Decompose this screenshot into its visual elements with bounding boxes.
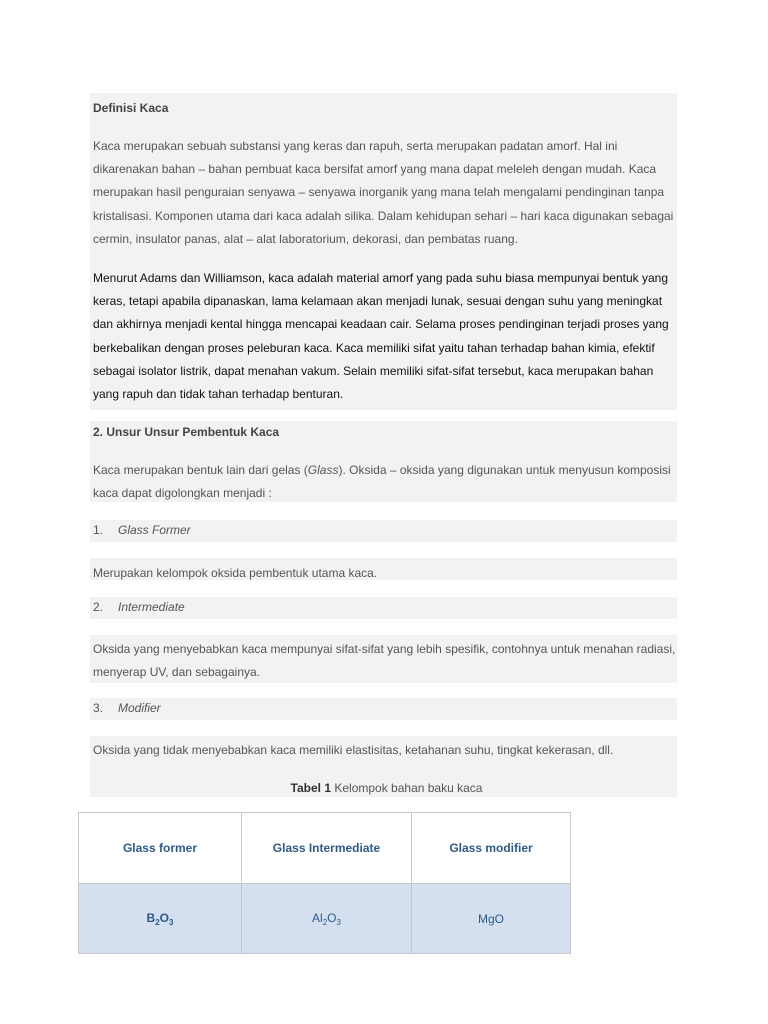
intro-text-start: Kaca merupakan bentuk lain dari gelas ( bbox=[93, 463, 308, 477]
list-item-label: Glass Former bbox=[118, 523, 191, 538]
modifier-block bbox=[90, 736, 677, 797]
list-item-label: Intermediate bbox=[118, 600, 185, 615]
intro-text-end: ). Oksida – oksida yang digunakan untuk menyusun komposisi kaca dapat digolongkan menjadi : bbox=[93, 463, 671, 501]
cell-mgo: MgO bbox=[412, 884, 571, 954]
al2o3-sub-3: 3 bbox=[336, 917, 341, 927]
al2o3-o: O bbox=[327, 910, 337, 925]
list-item-number: 1. bbox=[93, 523, 104, 538]
header-glass-intermediate: Glass Intermediate bbox=[242, 813, 412, 884]
intermediate-description: Oksida yang menyebabkan kaca mempunyai sifat-sifat yang lebih spesifik, contohnya untuk menahan radiasi, menyerap UV, dan sebagainya. bbox=[90, 635, 677, 683]
list-item-intermediate bbox=[90, 597, 677, 619]
header-glass-former: Glass former bbox=[79, 813, 242, 884]
table-caption bbox=[90, 777, 680, 800]
glass-materials-table bbox=[78, 812, 571, 954]
definition-section bbox=[90, 93, 677, 410]
definition-paragraph: Kaca merupakan sebuah substansi yang keras dan rapuh, serta merupakan padatan amorf. Hal ini dikarenakan bahan – bahan pembuat kaca bersifat amorf yang mana dapat meleleh dengan mudah. Kaca merupakan hasil penguraian senyawa – senyawa inorganik yang mana telah mengalami pendinginan tanpa kristalisasi. Komponen utama dari kaca adalah silika. Dalam kehidupan sehari – hari kaca digunakan sebagai cermin, insulator panas, alat – alat laboratorium, dekorasi, dan pembatas ruang. bbox=[93, 139, 674, 246]
cell-al2o3 bbox=[242, 884, 412, 954]
table-row bbox=[79, 884, 571, 954]
unsur-intro-paragraph bbox=[90, 459, 677, 505]
modifier-description: Oksida yang tidak menyebabkan kaca memiliki elastisitas, ketahanan suhu, tingkat kekerasan, dll. bbox=[93, 743, 614, 757]
glass-former-description: Merupakan kelompok oksida pembentuk utama kaca. bbox=[90, 558, 677, 580]
table-header-row bbox=[79, 813, 571, 884]
list-item-glass-former bbox=[90, 520, 677, 542]
table-caption-text: Kelompok bahan baku kaca bbox=[331, 781, 483, 795]
al2o3-sub-2: 2 bbox=[322, 917, 328, 927]
adams-williamson-paragraph: Menurut Adams dan Williamson, kaca adalah material amorf yang pada suhu biasa mempunyai bentuk yang keras, tetapi apabila dipanaskan, lama kelamaan akan menjadi lunak, sesuai dengan suhu yang meningkat dan akhirnya menjadi kental hingga mencapai keadaan cair. Selama proses pendinginan terjadi proses yang berkebalikan dengan proses peleburan kaca. Kaca memiliki sifat yaitu tahan terhadap bahan kimia, efektif sebagai isolator listrik, dapat menahan vakum. Selain memiliki sifat-sifat tersebut, kaca merupakan bahan yang rapuh dan tidak tahan terhadap benturan. bbox=[93, 271, 669, 402]
list-item-label: Modifier bbox=[118, 701, 161, 716]
intro-glass-italic: Glass bbox=[307, 463, 339, 477]
section-title-definisi: Definisi Kaca bbox=[93, 101, 169, 115]
unsur-section bbox=[90, 421, 677, 502]
al2o3-al: Al bbox=[312, 910, 323, 925]
b2o3-b: B bbox=[146, 910, 156, 925]
b2o3-o: O bbox=[159, 910, 169, 925]
b2o3-sub-3: 3 bbox=[169, 917, 174, 927]
table-caption-label: Tabel 1 bbox=[290, 781, 332, 795]
cell-b2o3 bbox=[79, 884, 242, 954]
b2o3-sub-2: 2 bbox=[155, 917, 160, 927]
section-title-unsur: 2. Unsur Unsur Pembentuk Kaca bbox=[93, 425, 280, 439]
list-item-number: 2. bbox=[93, 600, 104, 615]
list-item-modifier bbox=[90, 698, 677, 720]
header-glass-modifier: Glass modifier bbox=[412, 813, 571, 884]
list-item-number: 3. bbox=[93, 701, 104, 716]
